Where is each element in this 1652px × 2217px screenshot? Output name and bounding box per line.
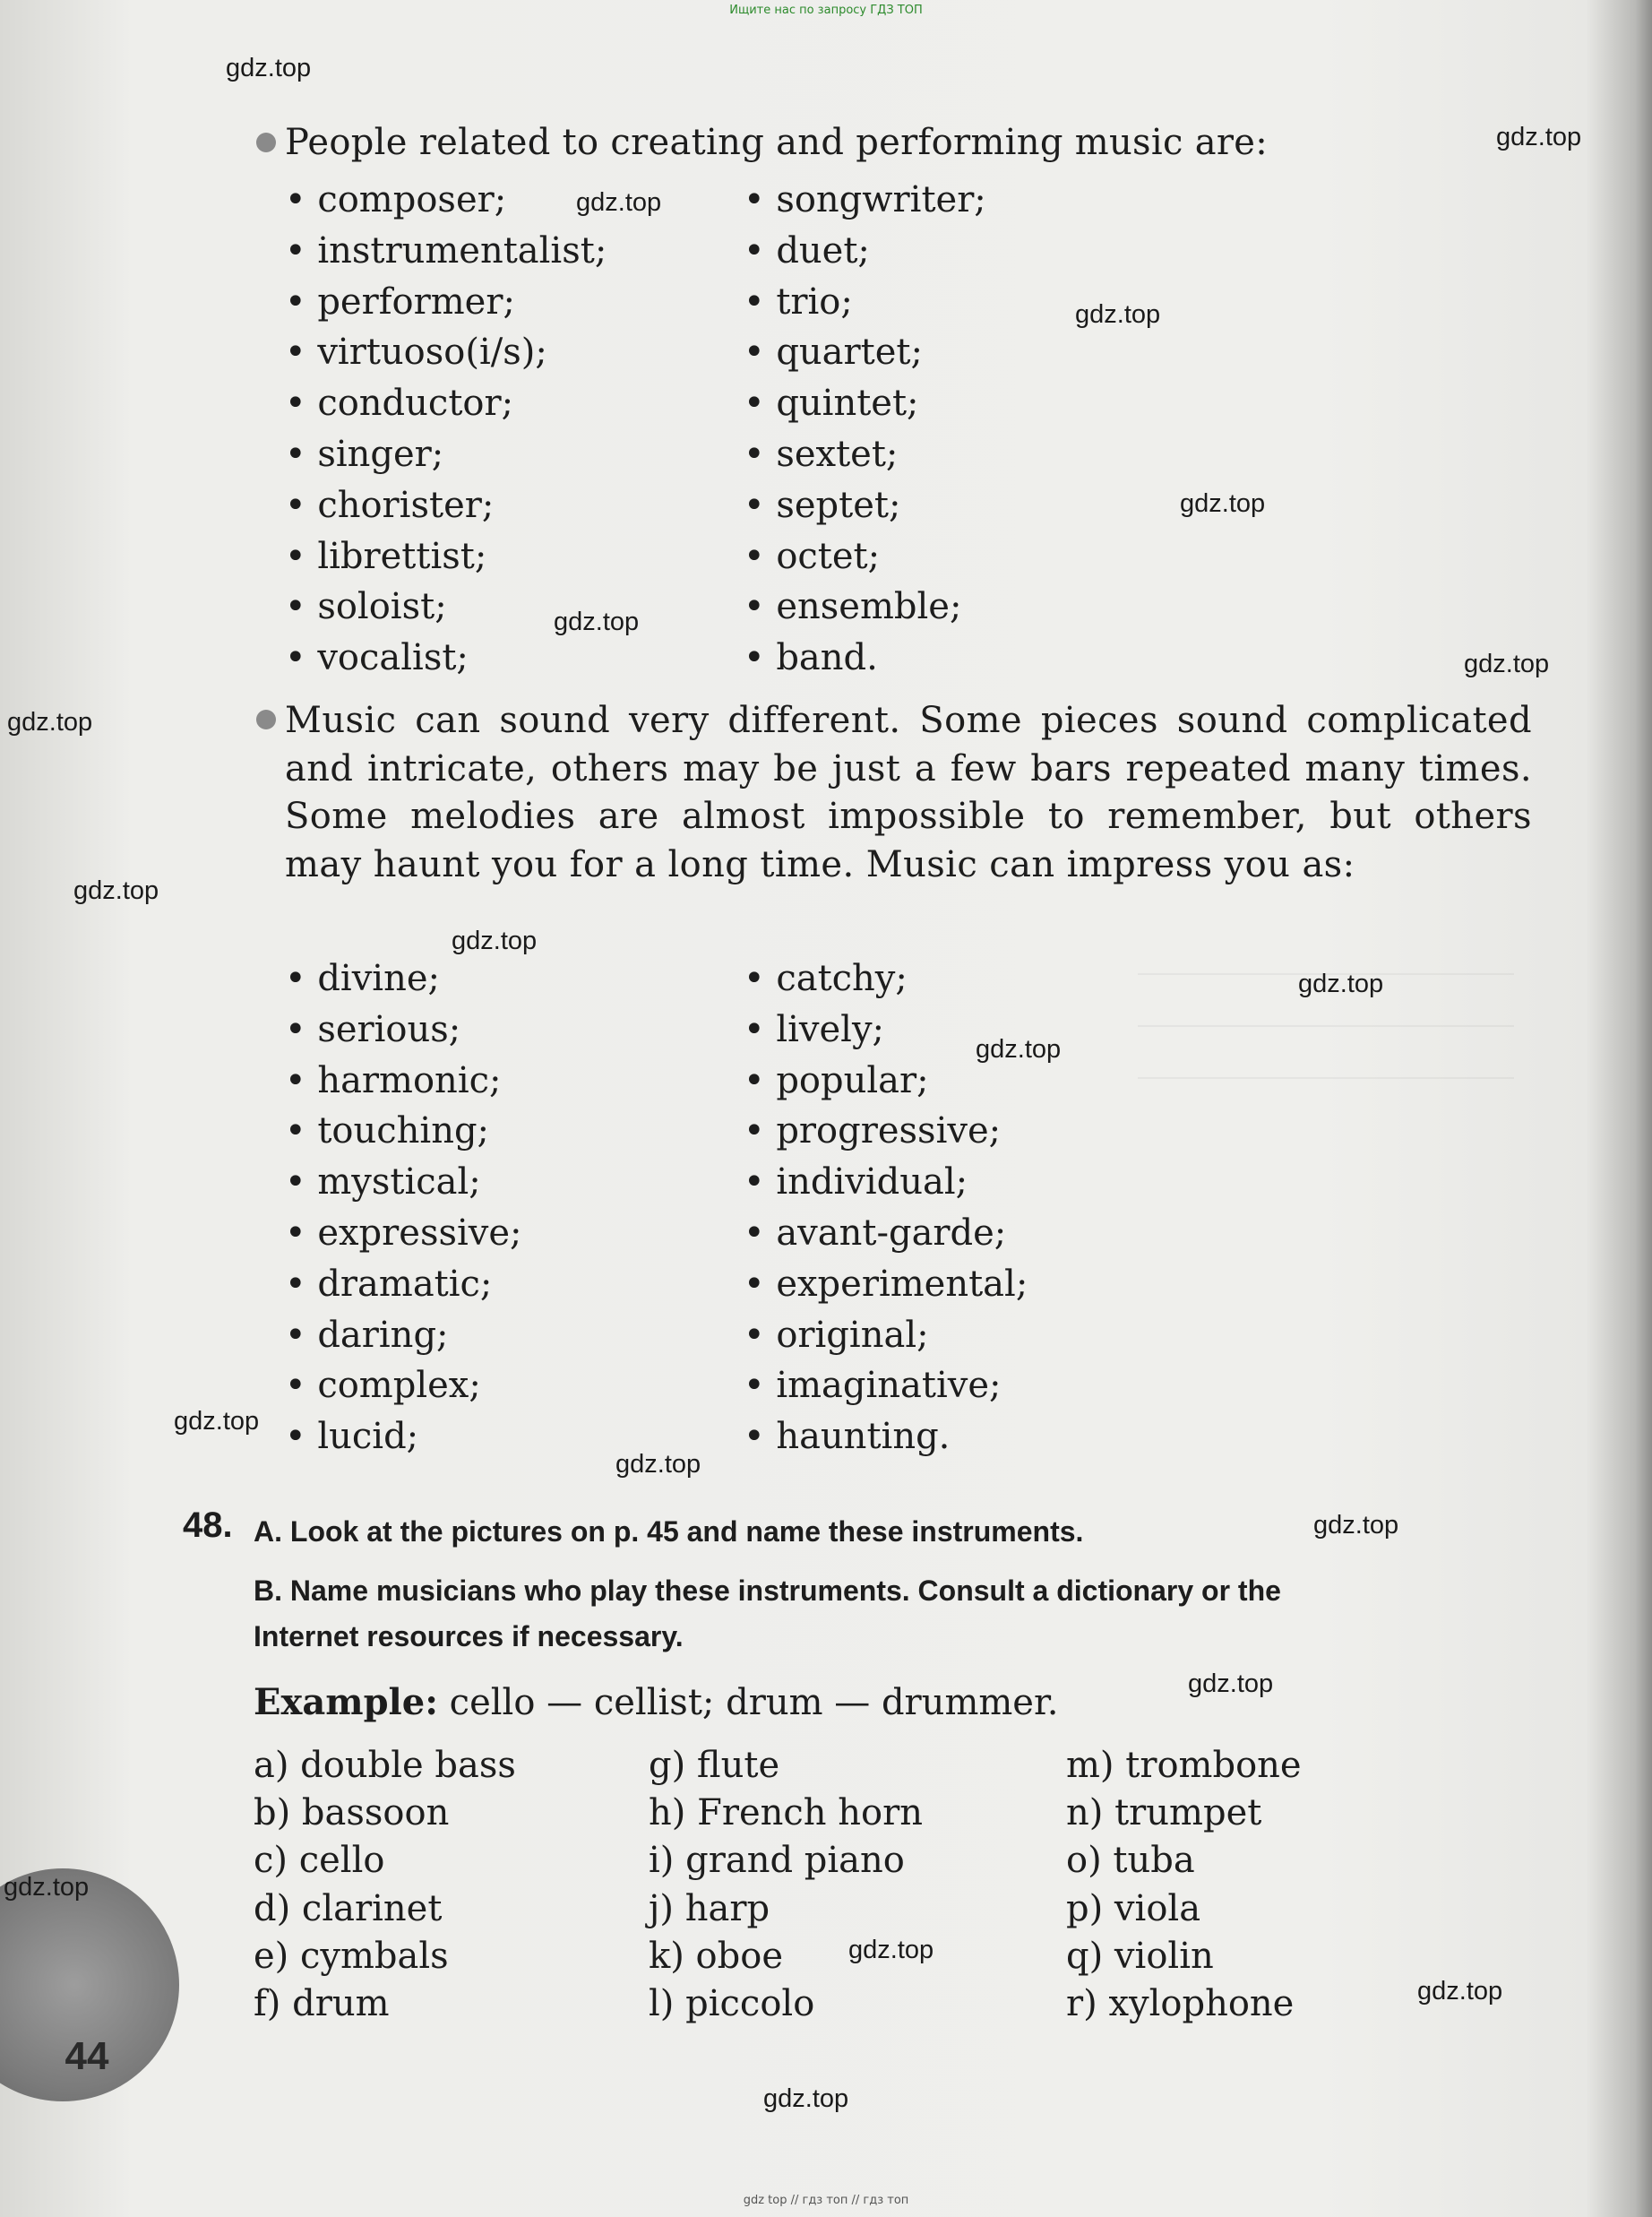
list-item: l) piccolo [649,1983,815,2025]
example-label: Example: [254,1681,438,1723]
list-item: • harmonic; [285,1056,522,1107]
list-item: • conductor; [285,378,607,429]
list-item: • quartet; [744,327,986,378]
list-item: j) harp [649,1887,770,1929]
watermark: gdz.top [1188,1669,1274,1698]
exercise-number: 48. [183,1505,233,1545]
watermark: gdz.top [615,1450,701,1479]
watermark: gdz.top [226,54,312,82]
list-item: g) flute [649,1745,780,1786]
list-item: i) grand piano [649,1840,905,1882]
list-item: • divine; [285,953,522,1005]
list-item: • composer; [285,175,607,226]
list-item: • daring; [285,1310,522,1361]
list-item: • performer; [285,277,607,328]
list-item: • original; [744,1310,1028,1361]
list-item: • mystical; [285,1157,522,1208]
list-item: • songwriter; [744,175,986,226]
watermark: gdz.top [554,608,640,636]
task-b-line1: B. Name musicians who play these instruments. Consult a dictionary or the [254,1574,1281,1607]
list-item: q) violin [1066,1935,1214,1977]
list-item: e) cymbals [254,1935,449,1977]
list-item: • haunting. [744,1411,1028,1462]
list-item: p) viola [1066,1887,1201,1929]
list-item: • dramatic; [285,1259,522,1310]
watermark: gdz.top [1464,650,1550,678]
list-item: • expressive; [285,1208,522,1259]
watermark: gdz.top [848,1936,934,1964]
list-item: a) double bass [254,1745,516,1786]
watermark: gdz.top [73,876,159,905]
list-item: • instrumentalist; [285,226,607,277]
top-banner: Ищите нас по запросу ГДЗ ТОП [729,4,923,17]
list-item: • popular; [744,1056,1028,1107]
list-item: • experimental; [744,1259,1028,1310]
list-item: • chorister; [285,480,607,531]
list-item: • ensemble; [744,582,986,633]
task-a: A. Look at the pictures on p. 45 and name these instruments. [254,1515,1084,1548]
list-item: • touching; [285,1106,522,1157]
list-item: • librettist; [285,531,607,582]
list-item: • individual; [744,1157,1028,1208]
list-item: k) oboe [649,1935,783,1977]
list-item: c) cello [254,1840,385,1882]
list-item: • octet; [744,531,986,582]
list-item: • soloist; [285,582,607,633]
list-item: • trio; [744,277,986,328]
section1-heading: People related to creating and performing music are: [285,122,1269,163]
task-b-line2: Internet resources if necessary. [254,1620,684,1652]
list-item: • catchy; [744,953,1028,1005]
instruments-column-3 [1066,1742,1302,2028]
watermark: gdz.top [7,708,93,737]
list-item: • imaginative; [744,1360,1028,1411]
section2-right-list [744,953,1028,1462]
watermark: gdz.top [174,1407,260,1436]
list-item: • quintet; [744,378,986,429]
list-item: h) French horn [649,1792,923,1834]
bullet-icon [256,133,276,152]
watermark: gdz.top [1417,1977,1503,2006]
example-text: cello — cellist; drum — drummer. [437,1682,1059,1723]
watermark: gdz.top [1180,489,1266,518]
list-item: b) bassoon [254,1792,450,1834]
list-item: • singer; [285,429,607,480]
list-item: • virtuoso(i/s); [285,327,607,378]
list-item: • vocalist; [285,633,607,684]
watermark: gdz.top [763,2084,849,2113]
list-item: • lucid; [285,1411,522,1462]
bleed-through-decoration [1138,923,1514,1079]
list-item: • serious; [285,1005,522,1056]
list-item: • duet; [744,226,986,277]
watermark: gdz.top [576,188,662,217]
list-item: o) tuba [1066,1840,1195,1882]
watermark: gdz.top [1496,123,1582,151]
watermark: gdz.top [452,927,538,955]
watermark: gdz.top [1298,970,1384,998]
bottom-banner: gdz top // гдз топ // гдз топ [743,2194,909,2207]
list-item: • complex; [285,1360,522,1411]
list-item: d) clarinet [254,1887,443,1929]
list-item: n) trumpet [1066,1792,1262,1834]
list-item: f) drum [254,1983,390,2025]
instruments-column-2 [649,1742,923,2028]
example-line [254,1681,1058,1723]
list-item: • progressive; [744,1106,1028,1157]
page-number: 44 [65,2034,109,2078]
watermark: gdz.top [1075,300,1161,329]
list-item: • avant-garde; [744,1208,1028,1259]
section2-left-list [285,953,522,1462]
list-item: • sextet; [744,429,986,480]
list-item: • lively; [744,1005,1028,1056]
watermark: gdz.top [4,1873,90,1902]
list-item: • band. [744,633,986,684]
instruments-column-1 [254,1742,516,2028]
section2-paragraph: Music can sound very different. Some pieces sound complicated and intricate, others may be just a few bars repeated many times. Some melodies are almost impossible to remember, but others may haunt you for a long time. Music can impress you as: [285,700,1532,885]
list-item: • septet; [744,480,986,531]
list-item: m) trombone [1066,1745,1302,1786]
section1-right-list [744,175,986,684]
watermark: gdz.top [976,1035,1062,1064]
bullet-icon [256,710,276,729]
list-item: r) xylophone [1066,1983,1295,2025]
watermark: gdz.top [1313,1511,1399,1540]
